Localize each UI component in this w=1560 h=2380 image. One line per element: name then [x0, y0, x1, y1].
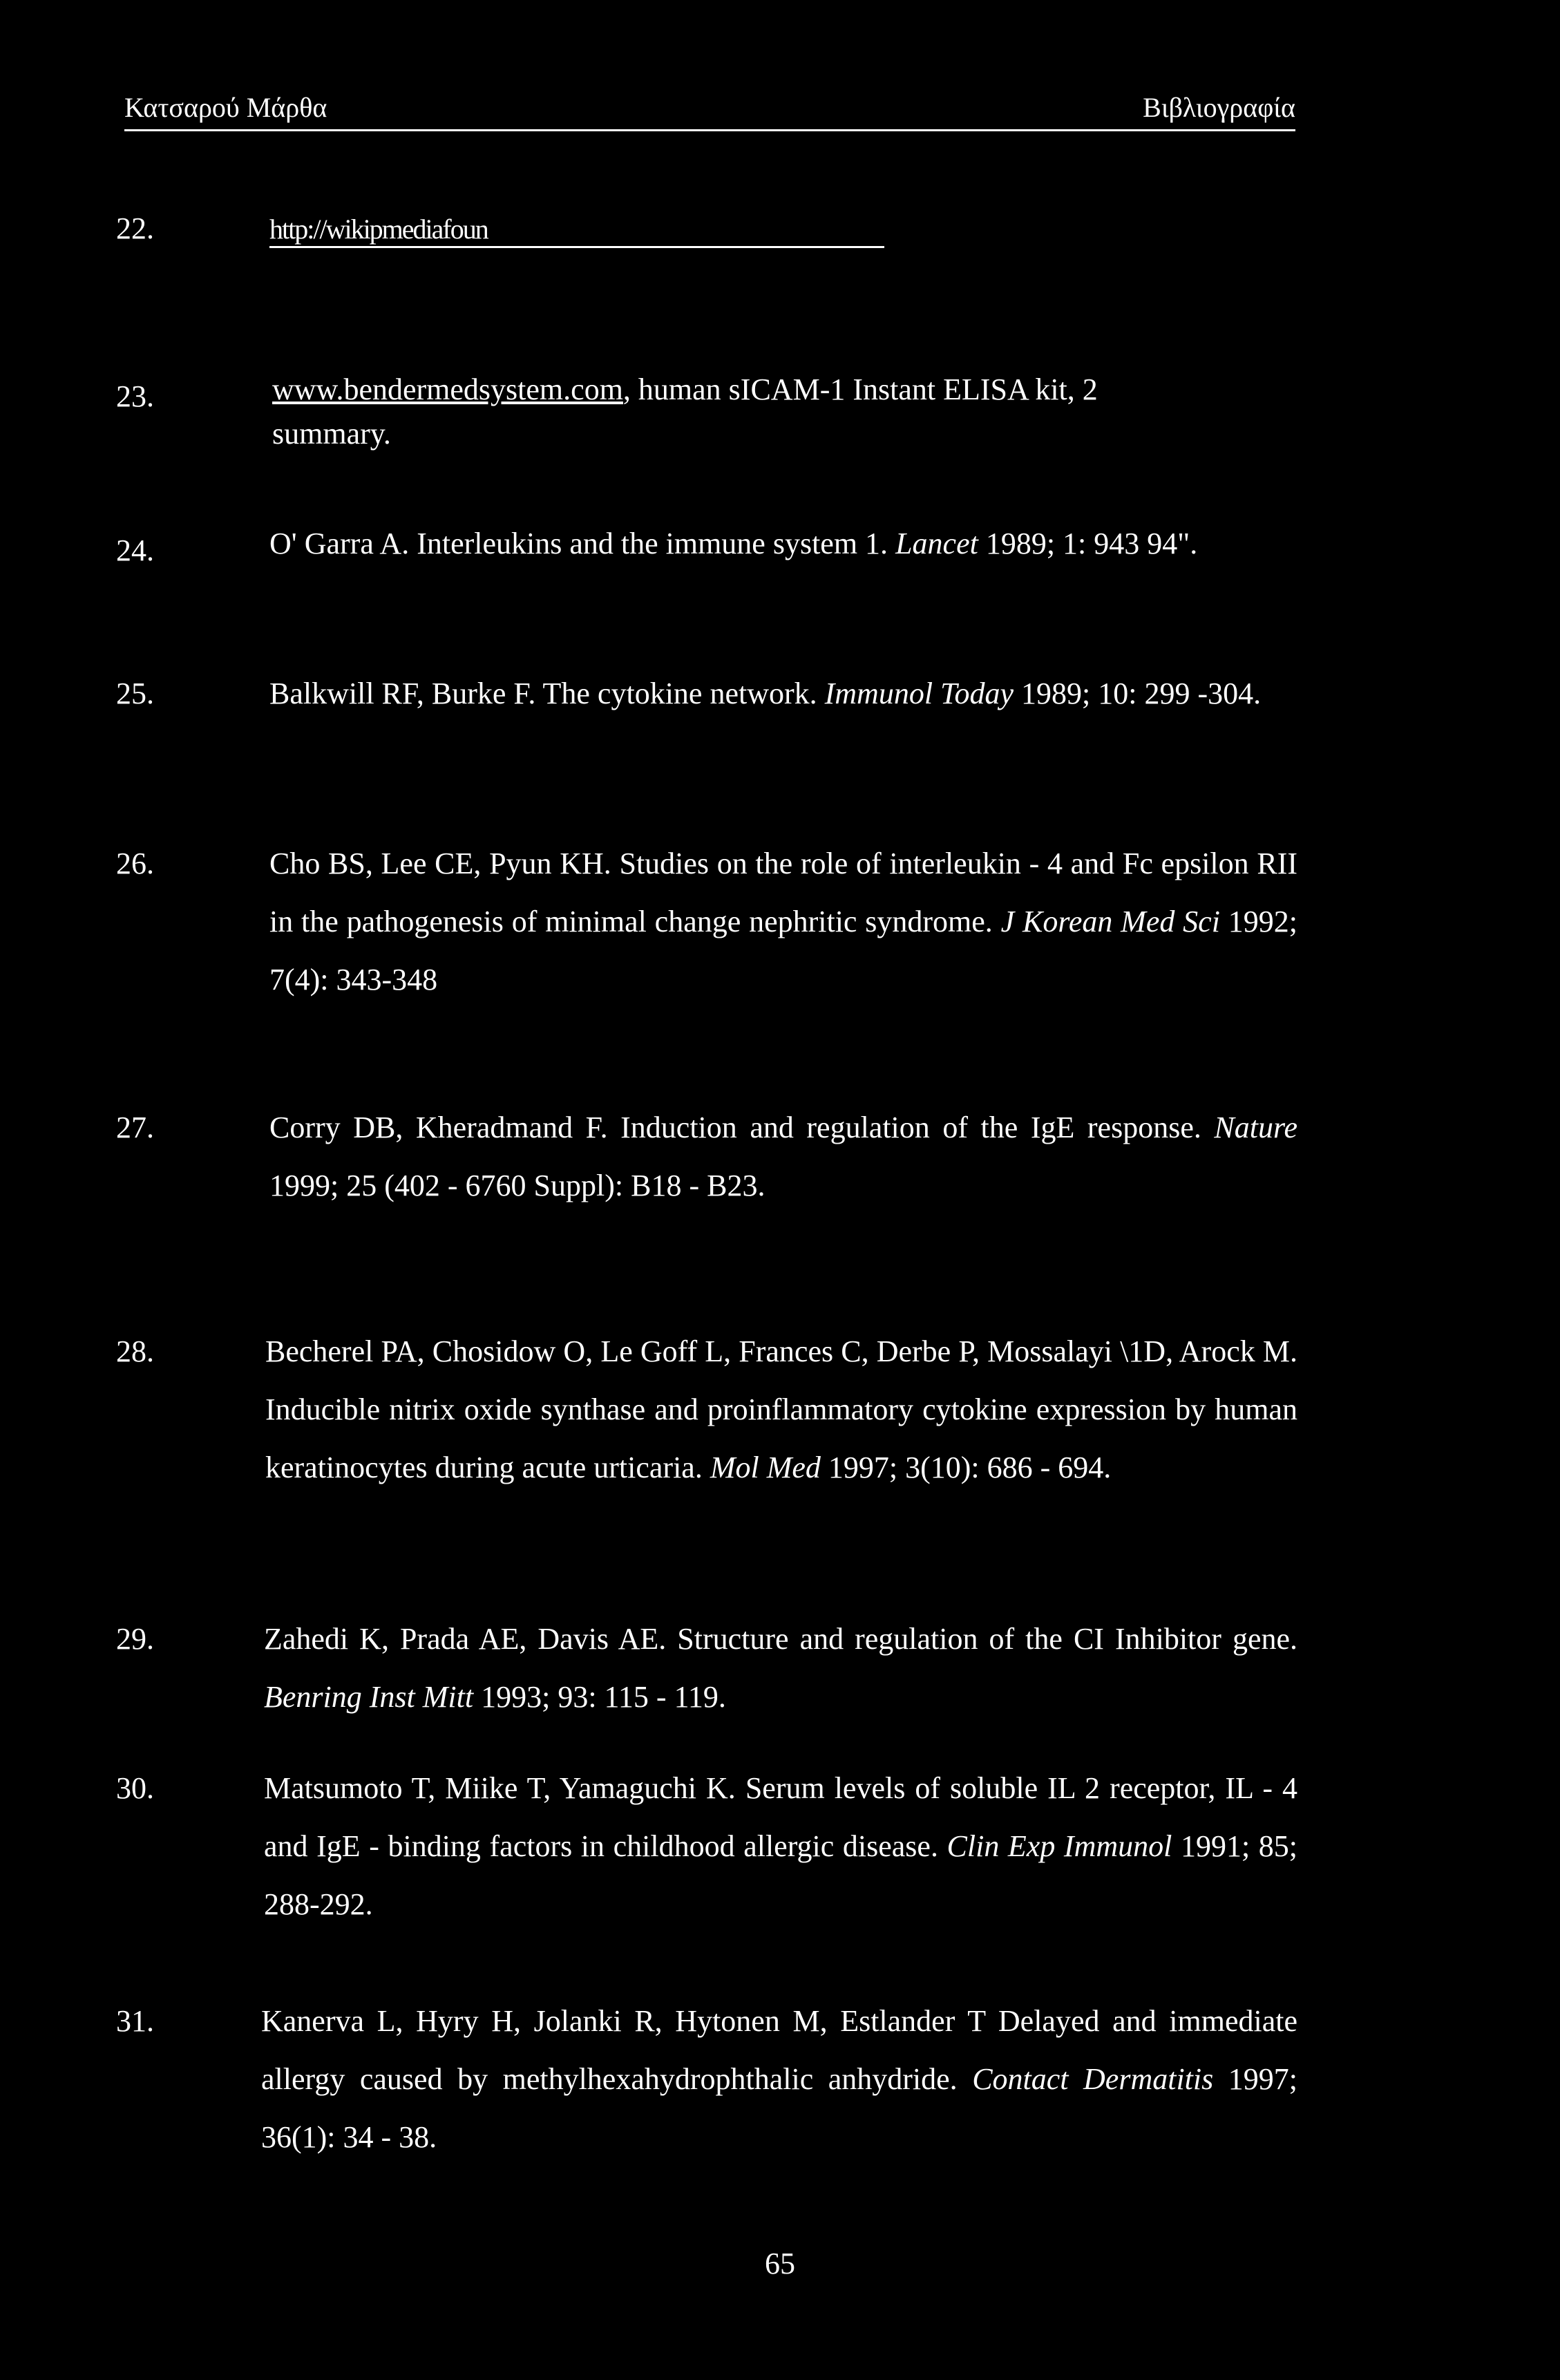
- journal-title: Nature: [1214, 1111, 1297, 1144]
- reference-number: 28.: [116, 1334, 154, 1368]
- reference-text: www.bendermedsystem.com, human sICAM-1 Instant ELISA kit, 2 summary.: [272, 372, 1098, 451]
- reference-item: [116, 522, 1297, 566]
- journal-title: Clin Exp Immunol: [947, 1829, 1172, 1863]
- reference-text: Matsumoto T, Miike T, Yamaguchi K. Serum levels of soluble IL 2 receptor, IL - 4 and IgE - binding factors in childhood allergic disease. Clin Exp Immunol 1991; 85; 288-292.: [264, 1771, 1297, 1921]
- reference-number: 31.: [116, 2004, 154, 2038]
- reference-item: [116, 1759, 1297, 1934]
- reference-number: 30.: [116, 1771, 154, 1805]
- reference-number: 26.: [116, 847, 154, 880]
- reference-number: 25.: [116, 677, 154, 710]
- journal-title: J Korean Med Sci: [1000, 905, 1220, 938]
- journal-title: Mol Med: [710, 1451, 821, 1484]
- journal-title: Contact Dermatitis: [972, 2062, 1214, 2096]
- journal-title: Immunol Today: [824, 677, 1014, 710]
- reference-item: [116, 205, 1297, 253]
- reference-item: [116, 665, 1297, 723]
- header-section: Βιβλιογραφία: [1143, 92, 1295, 123]
- reference-text: O' Garra A. Interleukins and the immune system 1. Lancet 1989; 1: 943 94".: [269, 527, 1198, 560]
- reference-item: [116, 835, 1297, 1009]
- journal-title: Benring Inst Mitt: [264, 1680, 474, 1714]
- reference-item: [116, 1099, 1297, 1215]
- header-author: Κατσαρού Μάρθα: [124, 92, 327, 123]
- journal-title: Lancet: [895, 527, 978, 560]
- running-header: [124, 86, 1295, 131]
- page-number: 65: [765, 2247, 795, 2280]
- reference-number: 22.: [116, 211, 154, 245]
- reference-number: 29.: [116, 1622, 154, 1656]
- reference-text: Cho BS, Lee CE, Pyun KH. Studies on the role of interleukin - 4 and Fc epsilon RII in the pathogenesis of minimal change nephritic syndrome. J Korean Med Sci 1992; 7(4): 343-348: [269, 847, 1297, 997]
- reference-text: Zahedi K, Prada AE, Davis AE. Structure and regulation of the CI Inhibitor gene. Benring Inst Mitt 1993; 93: 115 - 119.: [264, 1622, 1297, 1714]
- reference-number: 23.: [116, 379, 154, 413]
- reference-number: 27.: [116, 1111, 154, 1144]
- reference-link[interactable]: www.bendermedsystem.com: [272, 372, 623, 406]
- reference-text: [269, 205, 1297, 253]
- reference-item: [116, 1323, 1297, 1497]
- reference-url[interactable]: http://wikipmediafoun: [269, 213, 884, 248]
- reference-item: [116, 368, 1297, 456]
- reference-text: Balkwill RF, Burke F. The cytokine network. Immunol Today 1989; 10: 299 -304.: [269, 677, 1262, 710]
- reference-text: Kanerva L, Hyry H, Jolanki R, Hytonen M, Estlander T Delayed and immediate allergy caused by methylhexahydrophthalic anhydride. Contact Dermatitis 1997; 36(1): 34 - 38.: [261, 2004, 1297, 2154]
- reference-number: 24.: [116, 533, 154, 567]
- reference-item: [116, 1610, 1297, 1726]
- reference-item: [116, 1992, 1297, 2166]
- reference-text: Corry DB, Kheradmand F. Induction and regulation of the IgE response. Nature 1999; 25 (402 - 6760 Suppl): B18 - B23.: [269, 1111, 1297, 1202]
- reference-text: Becherel PA, Chosidow O, Le Goff L, Frances C, Derbe P, Mossalayi \1D, Arock M. Inducible nitrix oxide synthase and proinflammatory cytokine expression by human keratinocytes during acute urticaria. Mol Med 1997; 3(10): 686 - 694.: [265, 1334, 1297, 1484]
